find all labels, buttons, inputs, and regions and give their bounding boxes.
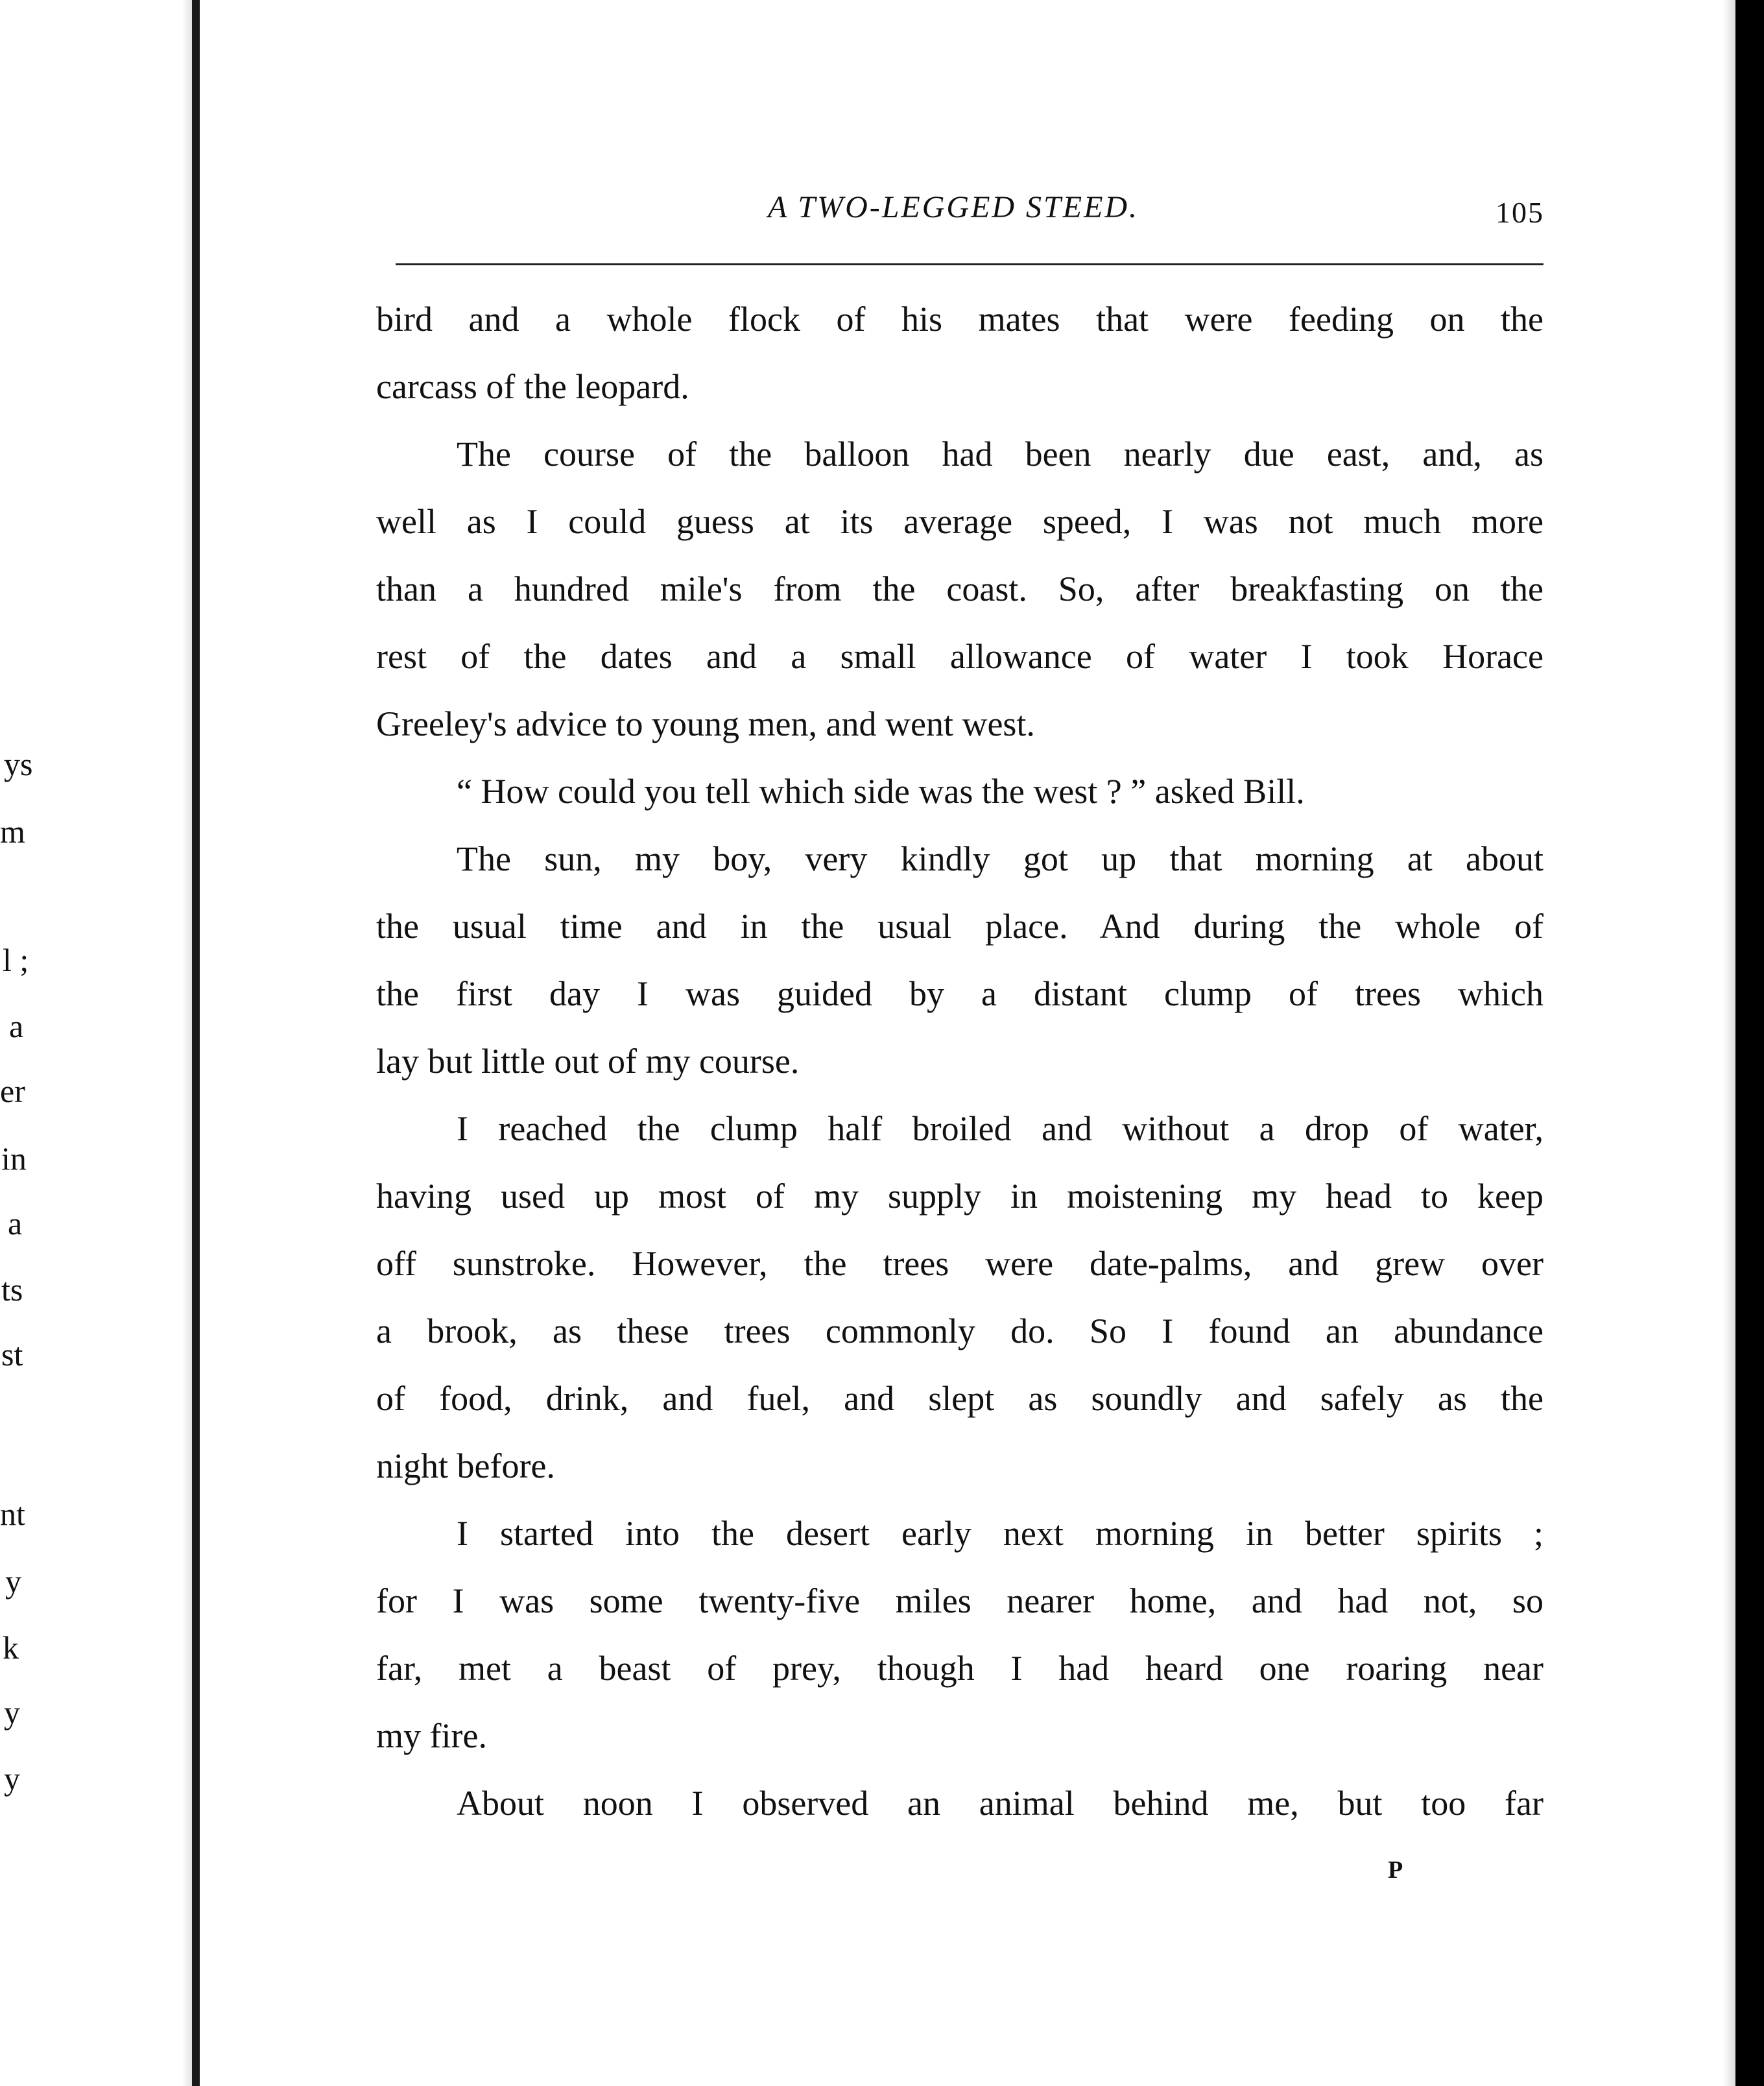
text-line: I started into the desert early next morning in better spirits ;: [457, 1514, 1544, 1553]
left-page-fragment: k: [3, 1629, 19, 1666]
text-line: The course of the balloon had been nearly due east, and, as: [457, 435, 1544, 474]
text-line: rest of the dates and a small allowance of water I took Horace: [376, 637, 1544, 676]
text-line: off sunstroke. However, the trees were date-palms, and grew over: [376, 1244, 1544, 1283]
text-line: I reached the clump half broiled and without a drop of water,: [457, 1109, 1544, 1148]
left-page-edge: [0, 0, 182, 2086]
text-line: “ How could you tell which side was the west ? ” asked Bill.: [457, 772, 1305, 811]
left-page-fragment: ts: [1, 1271, 23, 1308]
text-line: lay but little out of my course.: [376, 1042, 800, 1081]
text-line: bird and a whole flock of his mates that were feeding on the: [376, 300, 1544, 339]
text-line: the first day I was guided by a distant clump of trees which: [376, 974, 1544, 1013]
left-page-fragment: in: [1, 1140, 27, 1177]
page-gutter: [192, 0, 200, 2086]
text-line: having used up most of my supply in moistening my head to keep: [376, 1177, 1544, 1216]
text-line: my fire.: [376, 1716, 487, 1755]
text-line: far, met a beast of prey, though I had heard one roaring near: [376, 1649, 1544, 1688]
left-page-fragment: er: [0, 1073, 25, 1109]
left-page-fragment: ys: [4, 746, 33, 782]
left-page-fragment: y: [4, 1694, 20, 1731]
right-edge-shadow: [1722, 0, 1735, 2086]
left-page-fragment: y: [4, 1760, 20, 1797]
text-line: well as I could guess at its average speed, I was not much more: [376, 502, 1544, 541]
left-page-fragment: nt: [0, 1496, 25, 1532]
right-page-edge: [1735, 0, 1764, 2086]
text-line: than a hundred mile's from the coast. So, after breakfasting on the: [376, 569, 1544, 608]
text-line: carcass of the leopard.: [376, 367, 689, 406]
text-line: Greeley's advice to young men, and went west.: [376, 704, 1035, 743]
signature-mark: P: [1388, 1856, 1405, 1884]
text-line: a brook, as these trees commonly do. So I found an abundance: [376, 1312, 1544, 1350]
gutter-shadow: [182, 0, 192, 2086]
body-text: [376, 285, 1544, 1837]
left-page-fragment: m: [0, 813, 25, 850]
left-page-fragment: y: [5, 1563, 21, 1600]
left-page-fragment: st: [1, 1336, 23, 1373]
text-line: night before.: [376, 1446, 555, 1485]
header-rule: [396, 263, 1544, 265]
text-line: The sun, my boy, very kindly got up that morning at about: [457, 839, 1544, 878]
text-line: About noon I observed an animal behind me, but too far: [457, 1784, 1544, 1823]
text-line: for I was some twenty-five miles nearer home, and had not, so: [376, 1581, 1544, 1620]
text-line: of food, drink, and fuel, and slept as soundly and safely as the: [376, 1379, 1544, 1418]
page-number: 105: [1496, 196, 1544, 229]
left-page-fragment: l ;: [3, 942, 29, 978]
text-line: the usual time and in the usual place. And during the whole of: [376, 907, 1544, 946]
running-head: A TWO-LEGGED STEED.: [767, 190, 1139, 224]
left-page-fragment: a: [9, 1008, 24, 1044]
left-page-fragment: a: [8, 1205, 23, 1241]
